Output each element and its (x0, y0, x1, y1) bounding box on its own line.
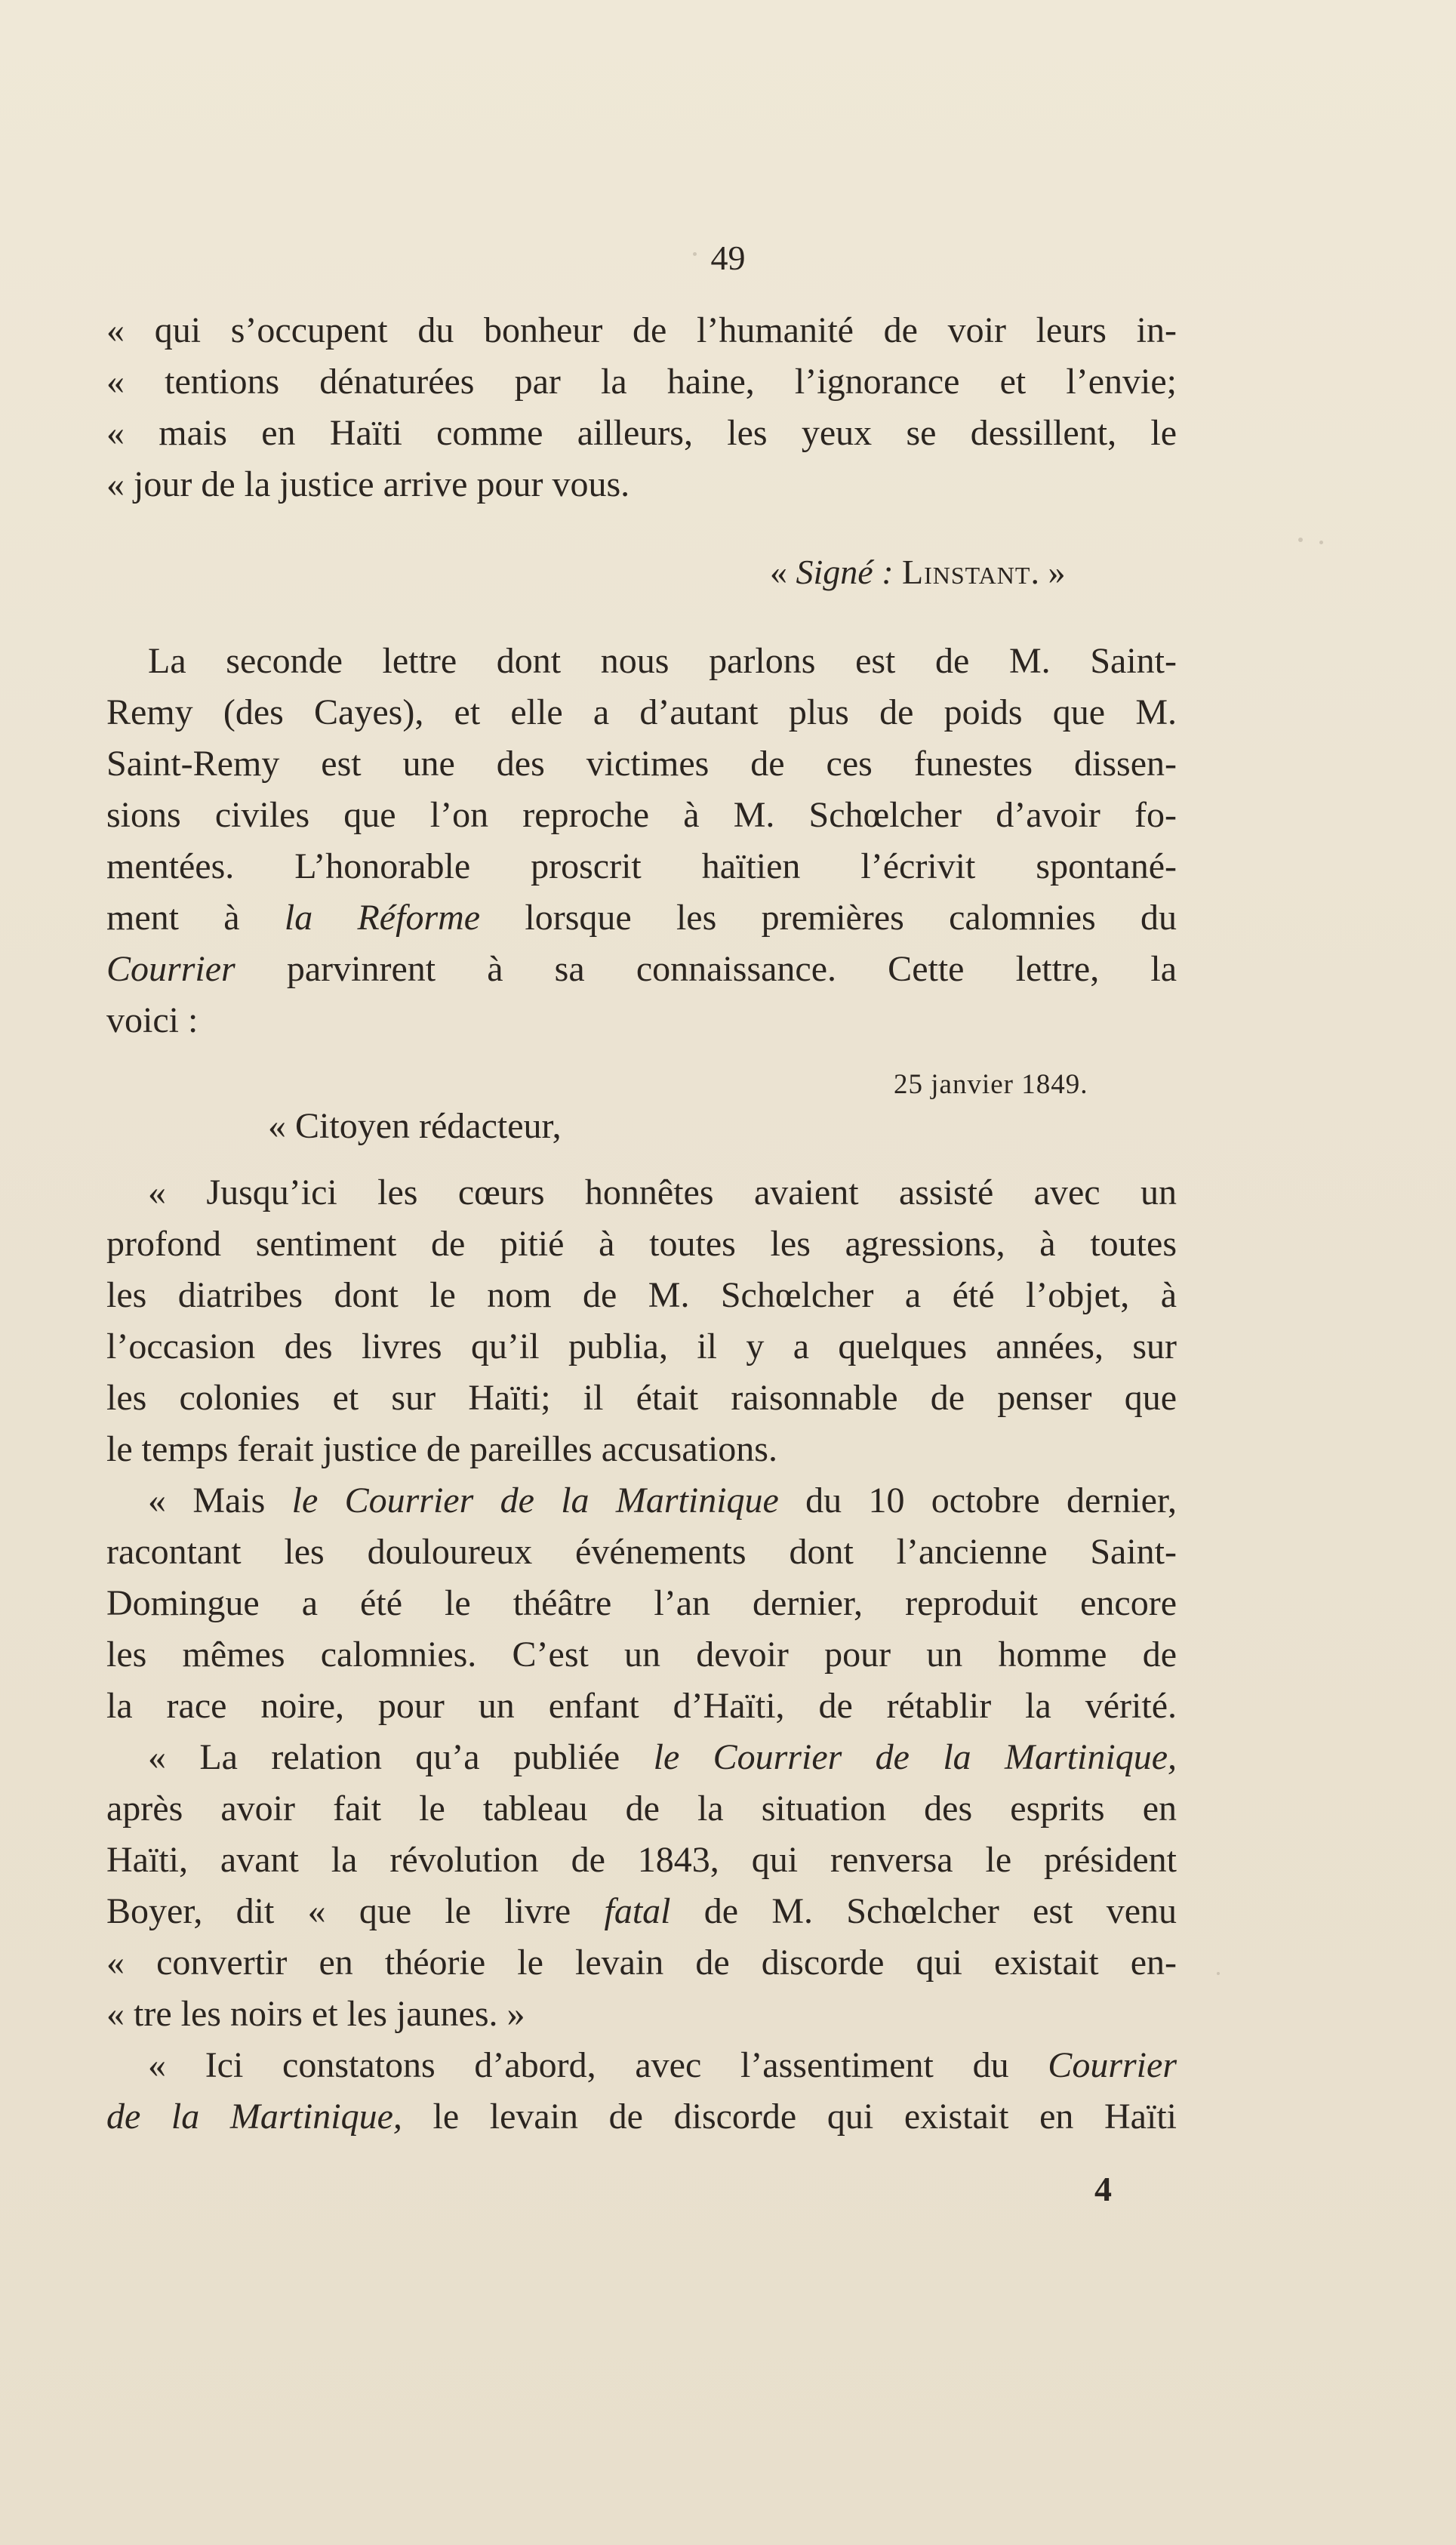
text-line: l’occasion des livres qu’il publia, il y a quelques années, sur (106, 1326, 1177, 1366)
text-line: les mêmes calomnies. C’est un devoir pour un homme de (106, 1635, 1177, 1675)
text-line: « mais en Haïti comme ailleurs, les yeux se dessillent, le (106, 413, 1177, 453)
text-line: « qui s’occupent du bonheur de l’humanité de voir leurs in- (106, 310, 1177, 350)
text-line: la race noire, pour un enfant d’Haïti, de rétablir la vérité. (106, 1686, 1177, 1726)
text-line (148, 1475, 1177, 1527)
text-line: Domingue a été le théâtre l’an dernier, reproduit encore (106, 1583, 1177, 1623)
newspaper-title: Courrier (1048, 2045, 1177, 2085)
text-run: lorsque les premières calomnies du (480, 898, 1177, 938)
text-run: ment à (106, 898, 285, 938)
text-line: Remy (des Cayes), et elle a d’autant plus de poids que M. (106, 692, 1177, 732)
text-run: du 10 octobre dernier, (778, 1480, 1177, 1521)
text-line (106, 1886, 1177, 1937)
text-run: « Mais (148, 1480, 292, 1521)
signature-open: « (770, 553, 796, 591)
text-line: sions civiles que l’on reproche à M. Schœlcher d’avoir fo- (106, 795, 1177, 835)
text-line: Haïti, avant la révolution de 1843, qui renversa le président (106, 1840, 1177, 1880)
text-line (148, 2040, 1177, 2091)
text-run: « Ici constatons d’abord, avec l’assentiment du (148, 2045, 1048, 2085)
newspaper-title: le Courrier de la Martinique (291, 1480, 779, 1521)
text-line: « jour de la justice arrive pour vous. (106, 464, 630, 504)
text-line: « tentions dénaturées par la haine, l’ignorance et l’envie; (106, 362, 1177, 402)
newspaper-title: Courrier (106, 949, 235, 989)
letter-signature (770, 548, 1065, 596)
text-line: « tre les noirs et les jaunes. » (106, 1994, 525, 2034)
text-line: La seconde lettre dont nous parlons est de M. Saint- (148, 641, 1177, 681)
text-run: de M. Schœlcher est venu (670, 1891, 1177, 1931)
text-line (106, 892, 1177, 944)
text-line (148, 1732, 1177, 1783)
text-line: mentées. L’honorable proscrit haïtien l’écrivit spontané- (106, 846, 1177, 886)
signature-name: Linstant (902, 553, 1031, 591)
text-line: « convertir en théorie le levain de discorde qui existait en- (106, 1943, 1177, 1983)
text-line (106, 944, 1177, 995)
letter-salutation: « Citoyen rédacteur, (268, 1106, 562, 1146)
newspaper-title: la Réforme (284, 898, 481, 938)
newspaper-title: le Courrier de la Martinique, (653, 1737, 1177, 1777)
text-run: Boyer, dit « que le livre (106, 1891, 605, 1931)
paper-speck (1319, 541, 1323, 544)
signature-label: Signé : (796, 553, 894, 591)
text-line: voici : (106, 1000, 199, 1040)
text-line: « Jusqu’ici les cœurs honnêtes avaient assisté avec un (148, 1172, 1177, 1212)
text-run: « La relation qu’a publiée (148, 1737, 654, 1777)
letter-date: 25 janvier 1849. (894, 1069, 1088, 1100)
text-line: profond sentiment de pitié à toutes les agressions, à toutes (106, 1224, 1177, 1264)
text-run: le levain de discorde qui existait en Haïti (402, 2097, 1177, 2137)
signature-mark: 4 (1094, 2170, 1112, 2208)
text-run: parvinrent à sa connaissance. Cette lettre, la (235, 949, 1177, 989)
text-line: les diatribes dont le nom de M. Schœlcher a été l’objet, à (106, 1275, 1177, 1315)
page-number: 49 (710, 239, 746, 277)
paper-speck (1217, 1972, 1220, 1975)
text-line: le temps ferait justice de pareilles accusations. (106, 1429, 777, 1469)
text-line: les colonies et sur Haïti; il était raisonnable de penser que (106, 1378, 1177, 1418)
paper-speck (1298, 538, 1303, 542)
text-line: racontant les douloureux événements dont l’ancienne Saint- (106, 1532, 1177, 1572)
newspaper-title: de la Martinique, (106, 2097, 402, 2137)
text-line: Saint-Remy est une des victimes de ces funestes dissen- (106, 744, 1177, 784)
signature-close: . » (1030, 553, 1066, 591)
emphasis: fatal (604, 1891, 671, 1931)
text-line (106, 2091, 1177, 2143)
text-line: après avoir fait le tableau de la situation des esprits en (106, 1789, 1177, 1829)
